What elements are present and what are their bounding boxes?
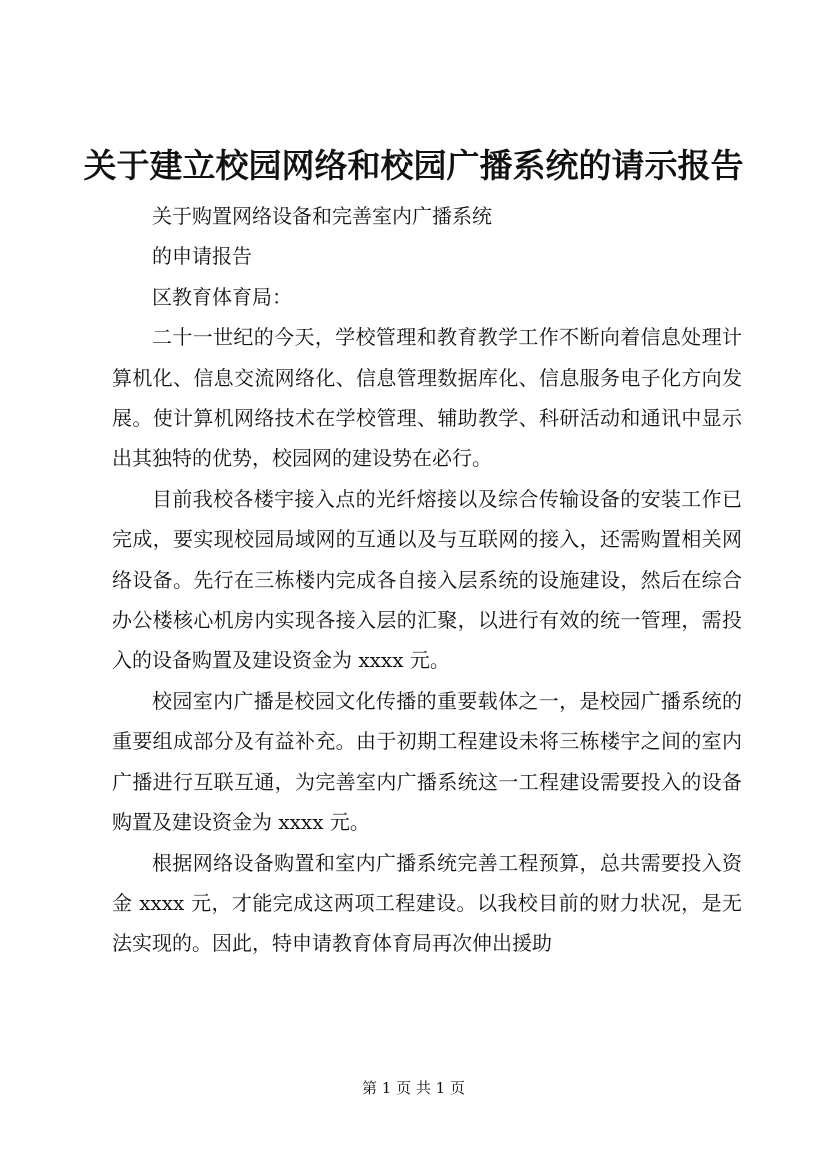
paragraph-1: 二十一世纪的今天，学校管理和教育教学工作不断向着信息处理计算机化、信息交流网络化、信息管理数据库化、信息服务电子化方向发展。使计算机网络技术在学校管理、辅助教学、科研活动和通讯中显示出其独特的优势，校园网的建设势在必行。 — [112, 325, 742, 471]
paragraph-4: 根据网络设备购置和室内广播系统完善工程预算，总共需要投入资金 xxxx 元，才能完成这两项工程建设。以我校目前的财力状况，是无法实现的。因此，特申请教育体育局再次伸出援助 — [112, 850, 742, 956]
subtitle-line-1: 关于购置网络设备和完善室内广播系统 — [152, 204, 492, 228]
paragraph-3: 校园室内广播是校园文化传播的重要载体之一，是校园广播系统的重要组成部分及有益补充。由于初期工程建设未将三栋楼宇之间的室内广播进行互联互通，为完善室内广播系统这一工程建设需要投入的设备购置及建设资金为 xxxx 元。 — [112, 688, 742, 835]
page-footer — [0, 1078, 827, 1098]
document-body — [112, 196, 742, 964]
subtitle-line-2: 的申请报告 — [152, 244, 252, 269]
document-title: 关于建立校园网络和校园广播系统的请示报告 — [83, 146, 744, 185]
salutation: 区教育体育局： — [152, 284, 292, 309]
paragraph-2: 目前我校各楼宇接入点的光纤熔接以及综合传输设备的安装工作已完成，要实现校园局域网的互通以及与互联网的接入，还需购置相关网络设备。先行在三栋楼内完成各自接入层系统的设施建设，然后在综合办公楼核心机房内实现各接入层的汇聚，以进行有效的统一管理，需投入的设备购置及建设资金为 xxxx 元。 — [112, 486, 742, 673]
page-number-label: 第 1 页 共 1 页 — [362, 1079, 465, 1097]
